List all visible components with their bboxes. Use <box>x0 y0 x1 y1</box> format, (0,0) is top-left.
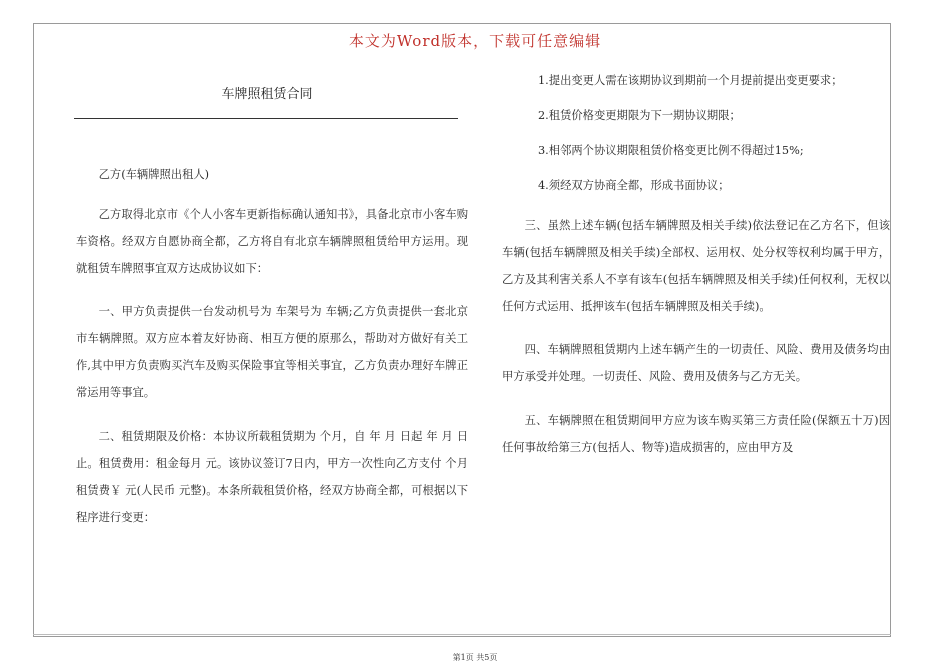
footer-divider <box>33 634 891 635</box>
paragraph: 一、甲方负责提供一台发动机号为 车架号为 车辆;乙方负责提供一套北京市车辆牌照。双方应本着友好协商、相互方便的原那么，帮助对方做好有关工作,其中甲方负责购买汽车及购买保险事宜等相关事宜，乙方负责办理好车牌正常运用等事宜。 <box>76 305 468 400</box>
paragraph: 五、车辆牌照在租赁期间甲方应为该车购买第三方责任险(保额五十万)因任何事故给第三方(包括人、物等)造成损害的，应由甲方及 <box>502 413 890 454</box>
watermark-banner: 本文为Word版本，下载可任意编辑 <box>348 32 602 50</box>
list-item: 3.相邻两个协议期限租赁价格变更比例不得超过15%; <box>538 143 804 157</box>
page-number: 第1页 共5页 <box>452 653 498 662</box>
list-item: 4.须经双方协商全都，形成书面协议； <box>538 178 730 192</box>
paragraph: 乙方(车辆牌照出租人) <box>98 168 210 181</box>
paragraph: 二、租赁期限及价格：本协议所载租赁期为 个月，自 年 月 日起 年 月 日止。租赁费用：租金每月 元。该协议签订7日内，甲方一次性向乙方支付 个月租赁费￥ 元(人民币 元整)。本条所载租赁价格，经双方协商全都，可根据以下程序进行变更： <box>76 429 468 524</box>
list-item: 2.租赁价格变更期限为下一期协议期限； <box>538 108 741 122</box>
right-column <box>502 72 890 461</box>
paragraph: 四、车辆牌照租赁期内上述车辆产生的一切责任、风险、费用及债务均由甲方承受并处理。一切责任、风险、费用及债务与乙方无关。 <box>502 343 890 384</box>
list-item: 1.提出变更人需在该期协议到期前一个月提前提出变更要求； <box>538 74 843 87</box>
document-title: 车牌照租赁合同 <box>221 87 313 102</box>
paragraph: 三、虽然上述车辆(包括车辆牌照及相关手续)依法登记在乙方名下，但该车辆(包括车辆牌照及相关手续)全部权、运用权、处分权等权利均属于甲方，乙方及其利害关系人不享有该车(包括车辆牌照及相关手续)任何权利，无权以任何方式运用、抵押该车(包括车辆牌照及相关手续)。 <box>502 218 890 313</box>
left-column <box>76 166 468 531</box>
paragraph: 乙方取得北京市《个人小客车更新指标确认通知书》，具备北京市小客车购车资格。经双方自愿协商全都，乙方将自有北京车辆牌照租赁给甲方运用。现就租赁车牌照事宜双方达成协议如下： <box>76 207 468 275</box>
title-underline <box>74 118 458 119</box>
